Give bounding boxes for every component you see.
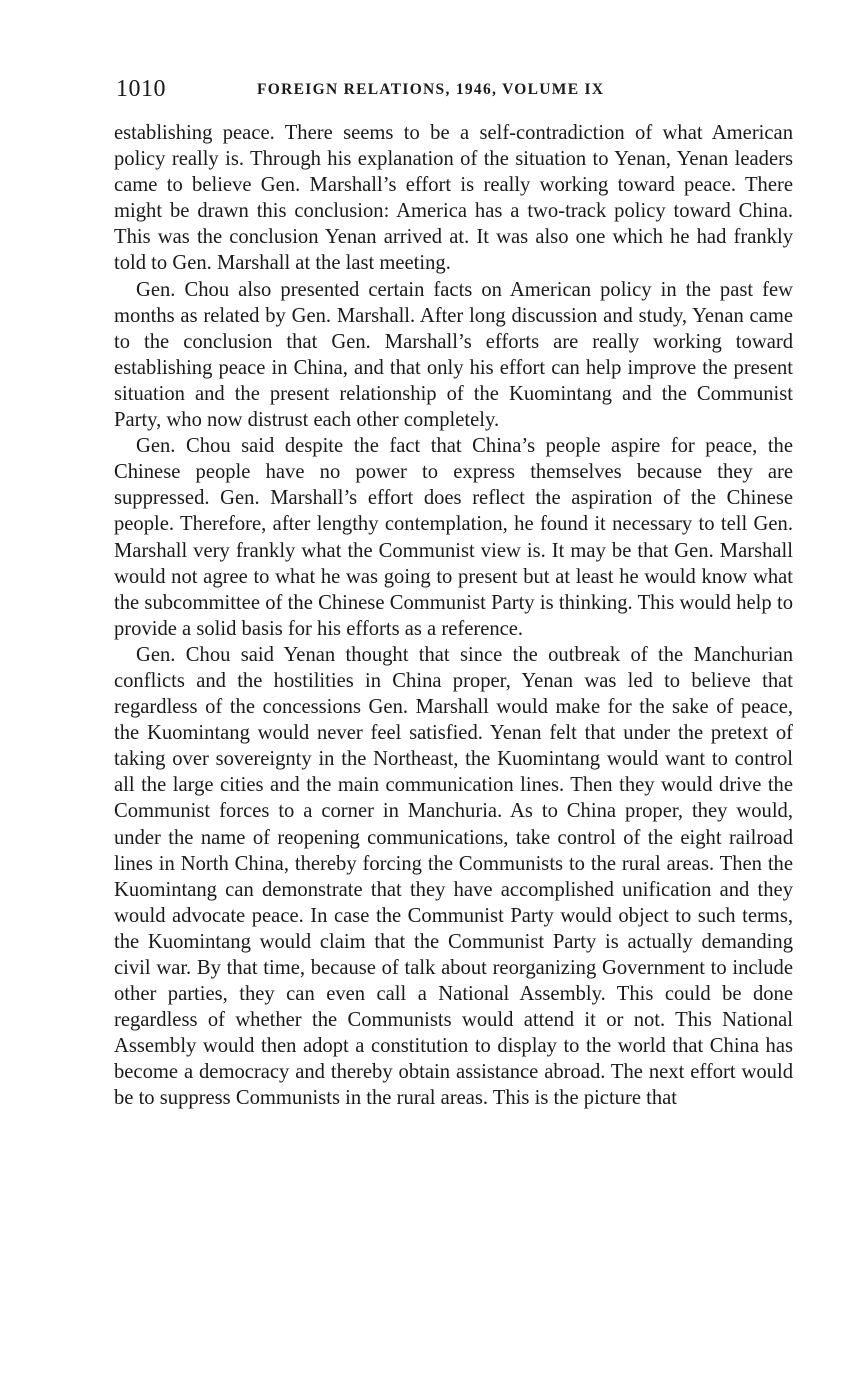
- body-text: [114, 120, 793, 1112]
- running-title: FOREIGN RELATIONS, 1946, VOLUME IX: [257, 81, 605, 98]
- paragraph: Gen. Chou said despite the fact that China’s people aspire for peace, the Chinese people have no power to express themselves because they are suppressed. Gen. Marshall’s effort does reflect the aspiration of the Chinese people. Therefore, after lengthy contemplation, he found it necessary to tell Gen. Marshall very frankly what the Communist view is. It may be that Gen. Marshall would not agree to what he was going to present but at least he would know what the subcommittee of the Chinese Communist Party is thinking. This would help to provide a solid basis for his efforts as a reference.: [114, 435, 793, 640]
- paragraph-continued: establishing peace. There seems to be a self-contradiction of what American policy really is. Through his explanation of the situation to Yenan, Yenan leaders came to believe Gen. Marshall’s effort is really working toward peace. There might be drawn this conclusion: America has a two-track policy toward China. This was the conclusion Yenan arrived at. It was also one which he had frankly told to Gen. Marshall at the last meeting.: [114, 122, 793, 275]
- paragraph: Gen. Chou also presented certain facts on American policy in the past few months as related by Gen. Marshall. After long discussion and study, Yenan came to the conclusion that Gen. Marshall’s efforts are really working toward establishing peace in China, and that only his effort can help improve the present situation and the present relationship of the Kuomintang and the Communist Party, who now distrust each other completely.: [114, 278, 793, 432]
- paragraph: Gen. Chou said Yenan thought that since the outbreak of the Manchurian conflicts and the hostilities in China proper, Yenan was led to believe that regardless of the concessions Gen. Marshall would make for the sake of peace, the Kuomintang would never feel satisfied. Yenan felt that under the pretext of taking over sovereignty in the Northeast, the Kuomintang would want to control all the large cities and the main communication lines. Then they would drive the Communist forces to a corner in Manchuria. As to China proper, they would, under the name of reopening communications, take control of the eight railroad lines in North China, thereby forcing the Communists to the rural areas. Then the Kuomintang can demonstrate that they have accomplished unification and they would advocate peace. In case the Communist Party would object to such terms, the Kuomintang would claim that the Communist Party is actually demanding civil war. By that time, because of talk about reorganizing Government to include other parties, they can even call a National Assembly. This could be done regardless of whether the Communists would attend it or not. This National Assembly would then adopt a constitution to display to the world that China has become a democracy and thereby obtain assistance abroad. The next effort would be to suppress Communists in the rural areas. This is the picture that: [114, 643, 793, 1110]
- page-number: 1010: [116, 76, 166, 102]
- running-head: [116, 74, 794, 106]
